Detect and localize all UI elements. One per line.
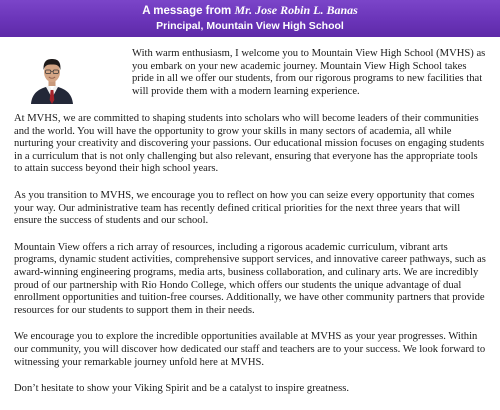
principal-portrait-icon <box>26 52 78 104</box>
paragraph-community: We encourage you to explore the incredible opportunities available at MVHS as your year progresses. Within our community, you will discover how dedicated our staff and teachers are to your success. We look forward to witnessing your remarkable journey unfold here at MVHS. <box>14 331 486 368</box>
intro-paragraph: With warm enthusiasm, I welcome you to Mountain View High School (MVHS) as you embark on your new academic journey. Mountain View High School takes pride in all we offer our students, from our rigorous programs to new facilities that will provide them with a modern learning experience. <box>132 48 486 97</box>
banner-prefix: A message from <box>142 5 235 17</box>
letter-body <box>0 48 500 396</box>
paragraph-mission: At MVHS, we are committed to shaping students into scholars who will become leaders of their communities and the world. You will have the opportunity to grow your skills in many sectors of academia, all while nurturing your creativity and discovering your passions. Our educational mission focuses on engaging students in a curriculum that is not only challenging but also relevant, ensuring that everyone has the appropriate tools to attain success beyond their high school years. <box>14 113 485 175</box>
intro-section <box>14 48 486 104</box>
principal-portrait-photo <box>26 52 78 104</box>
header-banner <box>0 0 500 37</box>
paragraph-resources: Mountain View offers a rich array of resources, including a rigorous academic curriculum, vibrant arts programs, dynamic student activities, comprehensive support services, and innovative career pathways, such as award-winning engineering programs, media arts, business collaboration, and culinary arts. We are incredibly proud of our partnership with Rio Hondo College, which offers our students the unique advantage of dual enrollment opportunities and tuition-free courses. Additionally, we have other community partners that provide resources for our students to support them in their needs. <box>14 241 486 316</box>
paragraph-transition: As you transition to MVHS, we encourage you to reflect on how you can seize every opportunity that comes your way. Our administrative team has recently defined critical priorities for the next three years that will ensure the success of students and our school. <box>14 189 475 227</box>
paragraph-closing: Don’t hesitate to show your Viking Spirit and be a catalyst to inspire greatness. <box>14 383 349 395</box>
banner-heading <box>0 3 500 19</box>
principal-title: Principal, Mountain View High School <box>156 20 344 32</box>
principal-name: Mr. Jose Robin L. Banas <box>234 3 358 17</box>
